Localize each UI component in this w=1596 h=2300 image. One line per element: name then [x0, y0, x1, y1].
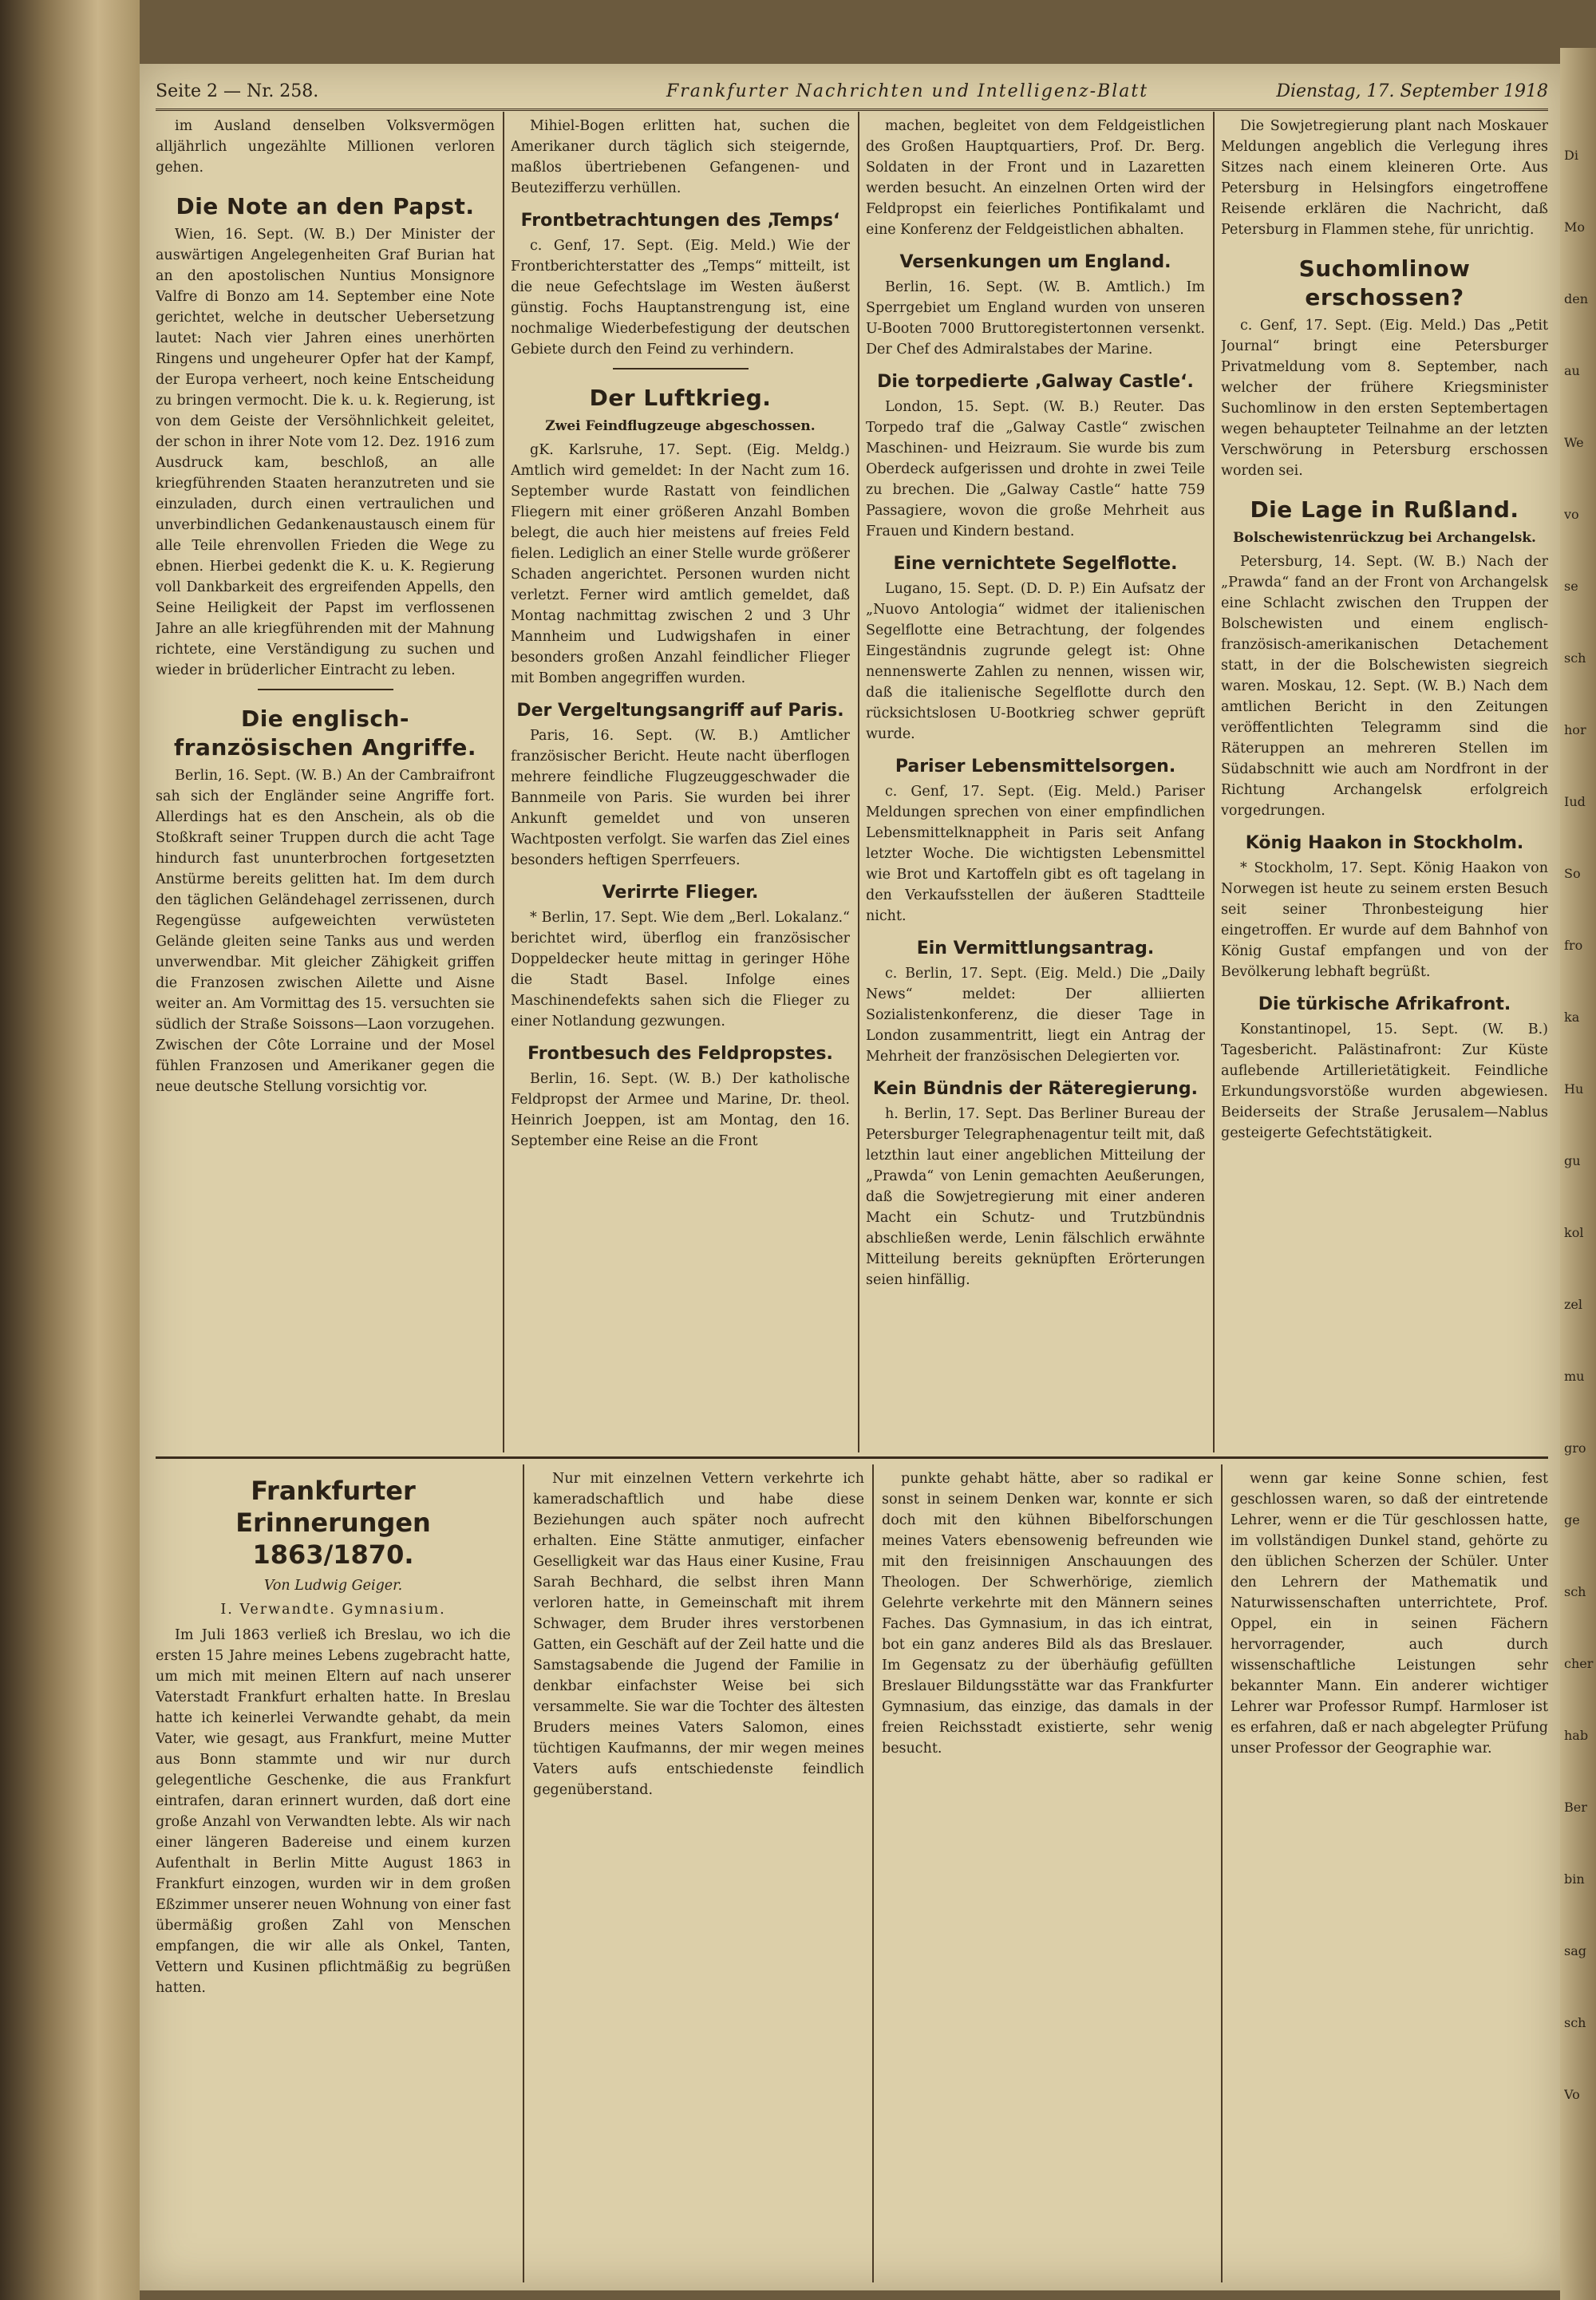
- feuilleton-column-4: [1231, 1468, 1548, 2282]
- article-sinkings-england: Berlin, 16. Sept. (W. B. Amtlich.) Im Sperrgebiet um England wurden von unseren U-Booten 7000 Bruttoregistertonnen versenkt. Der Chef des Admiralstabes der Marine.: [866, 279, 1205, 358]
- separator: [258, 689, 393, 690]
- column-rule: [523, 1464, 524, 2282]
- adjacent-page-word: Mo: [1564, 219, 1586, 235]
- adjacent-page-word: sch: [1564, 650, 1586, 666]
- article-sail-fleet: Lugano, 15. Sept. (D. D. P.) Ein Aufsatz der „Nuovo Antologia“ widmet der italienischen Segelflotte eine Betrachtung, der folgendes Eingeständnis zugrunde gelegt ist: Ohne nennenswerte Zahlen zu nennen, wissen wir, daß die italienische Segelflotte durch den rücksichtslosen U-Bootkrieg schwer geprüft wurde.: [866, 581, 1205, 742]
- article-mediation: c. Berlin, 17. Sept. (Eig. Meld.) Die „Daily News“ meldet: Der alliierten Sozialistenkonferenz, die dieser Tage in London zusammentritt, liegt ein Antrag der Mehrheit der französischen Delegierten vor.: [866, 966, 1205, 1065]
- article-haakon: * Stockholm, 17. Sept. König Haakon von Norwegen ist heute zu seinem ersten Besuch seit seiner Thronbesteigung hier eingetroffen. Er wurde auf dem Bahnhof von König Gustaf empfangen und von der Bevölkerung lebhaft begrüßt.: [1221, 860, 1548, 980]
- issue-date: Dienstag, 17. September 1918: [1276, 81, 1548, 101]
- feuilleton-title: Frankfurter Erinnerungen 1863/1870.: [235, 1476, 431, 1570]
- subheadline-russia: Bolschewistenrückzug bei Archangelsk.: [1233, 530, 1536, 546]
- adjacent-page-word: hab: [1564, 1728, 1589, 1743]
- adjacent-page-word: So: [1564, 866, 1581, 881]
- headline-suchomlinow: Suchomlinow erschossen?: [1298, 255, 1471, 310]
- article-temps: c. Genf, 17. Sept. (Eig. Meld.) Wie der Frontberichterstatter des „Temps“ mitteilt, ist die neue Gefechtslage im Westen äußerst günstig. Fochs Hauptanstrengung ist, eine nochmalige Wiederbefestigung der deutschen Gebiete durch den Feind zu verhindern.: [511, 238, 850, 358]
- column-rule: [1221, 1464, 1223, 2282]
- feuilleton-text-4: wenn gar keine Sonne schien, fest geschlossen waren, so daß der eintretende Lehrer, wenn er die Tür geschlossen hatte, im vollständigen Dunkel stand, gehörte zu den üblichen Scherzen der Schüler. Unter den Lehrern der Mathematik und Naturwissenschaften unterrichtete, Prof. Oppel, ein in seinen Fächern hervorragender, auch durch wissenschaftliche Leistungen sehr bekannter Mann. Ein anderer wichtiger Lehrer war Professor Rumpf. Harmloser ist es erfahren, daß er nach abgelegter Prüfung unser Professor der Geographie war.: [1231, 1471, 1548, 1757]
- headline-lost-flyers: Verirrte Flieger.: [602, 883, 759, 903]
- article-english-french-attacks: Berlin, 16. Sept. (W. B.) An der Cambraifront sah sich der Engländer seine Angriffe fort. Allerdings hat es den Anschein, als ob die Stoßkraft seiner Truppen durch die acht Tage hindurch fast ununterbrochen fortgesetzten Anstürme bereits gelitten hat. Im dem durch den täglichen Geländehagel zerrissenen, durch Regengüsse aufgeweichten verwüsteten Gelände gleiten seine Tanks aus und werden unverwendbar. Mit gleicher Zähigkeit griffen die Franzosen zwischen Ailette und Aisne weiter an. Am Vormittag des 15. versuchten sie südlich der Straße Soissons—Laon vorzugehen. Zwischen der Côte Lorraine und der Mosel fühlen Franzosen und Amerikaner gegen die neue deutsche Stellung vorsichtig vor.: [156, 768, 495, 1095]
- article-suchomlinow: c. Genf, 17. Sept. (Eig. Meld.) Das „Petit Journal“ bringt eine Petersburger Privatmeldung vom 8. September, nach welcher der frühere Kriegsminister Suchomlinow in den ersten Septembertagen wegen behaupteter Teilnahme an der letzten Verschwörung in Petersburg erschossen worden sei.: [1221, 318, 1548, 479]
- adjacent-page-word: kol: [1564, 1225, 1584, 1240]
- article-field-provost: Berlin, 16. Sept. (W. B.) Der katholische Feldpropst der Armee und Marine, Dr. theol. Heinrich Joeppen, ist am Montag, den 16. September eine Reise an die Front: [511, 1071, 850, 1149]
- adjacent-page-word: sag: [1564, 1943, 1586, 1958]
- adjacent-page-word: ka: [1564, 1010, 1580, 1025]
- headline-field-provost: Frontbesuch des Feldpropstes.: [527, 1044, 833, 1064]
- adjacent-page-word: se: [1564, 579, 1578, 594]
- adjacent-page-word: cher: [1564, 1656, 1594, 1671]
- page-header: [156, 77, 1548, 111]
- adjacent-page-word: bin: [1564, 1871, 1585, 1887]
- adjacent-page-word: gro: [1564, 1440, 1586, 1456]
- feuilleton-text-2: Nur mit einzelnen Vettern verkehrte ich kameradschaftlich und habe diese Beziehungen auch später noch aufrecht erhalten. Eine Stätte anmutiger, einfacher Geselligkeit war das Haus einer Kusine, Frau Sarah Bechhard, die selbst ihren Mann verloren hatte, in Gemeinschaft mit ihrem Schwager, dem Bruder ihres verstorbenen Gatten, ein Geschäft auf der Zeil hatte und die Samstagsabende die Jugend der Familie in denkbar einfachster Weise bei sich versammelte. Sie war die Tochter des ältesten Bruders meines Vaters Salomon, eines tüchtigen Kaufmanns, der mir wegen meines Vaters aufs entschiedenste feindlich gegenüberstand.: [533, 1471, 864, 1798]
- adjacent-page-word: gu: [1564, 1153, 1581, 1168]
- col4-intro: Die Sowjetregierung plant nach Moskauer Meldungen angeblich die Verlegung ihres Sitzes nach einem kleineren Orte. Aus Petersburg in Helsingfors eingetroffene Reisende erklären die Nachricht, daß Petersburg in Flammen stehe, für unrichtig.: [1221, 118, 1548, 238]
- column-4: [1221, 116, 1548, 1448]
- adjacent-page-word: hor: [1564, 722, 1586, 737]
- column-3: [866, 116, 1205, 1448]
- feuilleton-author: Von Ludwig Geiger.: [263, 1578, 403, 1594]
- headline-paris-food: Pariser Lebensmittelsorgen.: [895, 757, 1176, 777]
- article-note-to-pope: Wien, 16. Sept. (W. B.) Der Minister der auswärtigen Angelegenheiten Graf Burian hat an den apostolischen Nuntius Monsignore Valfre di Bonzo am 14. September eine Note gerichtet, welche in deutscher Uebersetzung lautet: Nach vier Jahren eines unerhörten Ringens und ungeheurer Opfer hat der Kampf, der Europa verheert, noch keine Entscheidung zu bringen vermocht. Die k. u. k. Regierung, ist von dem Geiste der Versöhnlichkeit geleitet, der schon in ihrer Note vom 12. Dez. 1916 zum Ausdruck kam, beschloß, an alle kriegführenden Staaten heranzutreten und sie einzuladen, durch einen vertraulichen und unverbindlichen Gedankenaustausch einem für alle Teile ehrenvollen Frieden die Wege zu ebnen. Hierbei gedenkt die K. u. K. Regierung voll Dankbarkeit des ergreifenden Appells, den Seine Heiligkeit der Papst im verflossenen Jahre an alle kriegführenden mit der Mahnung richtete, eine Verständigung zu suchen und wieder in brüderlicher Eintracht zu leben.: [156, 227, 495, 678]
- page-number: Seite 2 — Nr. 258.: [156, 81, 319, 101]
- column-1: [156, 116, 495, 1448]
- newspaper-masthead: Frankfurter Nachrichten und Intelligenz-Blatt: [666, 81, 1149, 101]
- adjacent-page-word: den: [1564, 291, 1589, 306]
- adjacent-page-word: Di: [1564, 148, 1578, 163]
- article-lost-flyers: * Berlin, 17. Sept. Wie dem „Berl. Lokalanz.“ berichtet wird, überflog ein französischer Doppeldecker heute mittag in geringer Höhe die Stadt Basel. Infolge eines Maschinendefekts sahen sich die Flieger zu einer Notlandung gezwungen.: [511, 910, 850, 1029]
- feuilleton-chapter: I. Verwandte. Gymnasium.: [220, 1602, 446, 1618]
- adjacent-page-word: fro: [1564, 938, 1583, 953]
- headline-russia: Die Lage in Rußland.: [1250, 496, 1519, 523]
- column-rule: [1213, 112, 1215, 1452]
- adjacent-page-word: mu: [1564, 1369, 1585, 1384]
- headline-sail-fleet: Eine vernichtete Segelflotte.: [893, 554, 1178, 574]
- headline-english-french-attacks: Die englisch-französischen Angriffe.: [173, 705, 477, 761]
- headline-turkish-front: Die türkische Afrikafront.: [1258, 994, 1511, 1014]
- adjacent-page-fragment: [1564, 120, 1594, 2131]
- feuilleton-column-1: [156, 1468, 511, 2282]
- subheadline-air-war: Zwei Feindflugzeuge abgeschossen.: [545, 418, 816, 434]
- article-paris-food: c. Genf, 17. Sept. (Eig. Meld.) Pariser Meldungen sprechen von einer empfindlichen Lebensmittelknappheit in Paris seit Anfang letzter Woche. Die wichtigsten Lebensmittel wie Brot und Kartoffeln gibt es oft tagelang in den Verkaufsstellen der äußeren Stadtteile nicht.: [866, 784, 1205, 924]
- headline-note-to-pope: Die Note an den Papst.: [176, 193, 475, 219]
- column-rule: [858, 112, 859, 1452]
- book-binding-edge: [0, 0, 140, 2300]
- feuilleton-text-1: Im Juli 1863 verließ ich Breslau, wo ich die ersten 15 Jahre meines Lebens zugebracht hatte, um mich mit meinen Eltern auf nach unserer Vaterstadt Frankfurt erhalten hatte. In Breslau hatte ich keinerlei Verwandte gehabt, da mein Vater, wie gesagt, aus Frankfurt, meine Mutter aus Bonn stammte und wir nur durch gelegentliche Geschenke, die aus Frankfurt eintrafen, daran erinnert wurden, daß dort eine große Anzahl von Verwandten lebte. Als wir nach einer längeren Badereise und einem kurzen Aufenthalt in Berlin Mitte August 1863 in Frankfurt einzogen, wurden wir in dem großen Eßzimmer unserer neuen Wohnung von einer fast übermäßig großen Zahl von Menschen empfangen, die wir alle als Onkel, Tanten, Vettern und Kusinen pflichtmäßig zu begrüßen hatten.: [156, 1627, 511, 1996]
- adjacent-page-word: sch: [1564, 2015, 1586, 2030]
- adjacent-page-word: ge: [1564, 1512, 1580, 1527]
- article-galway-castle: London, 15. Sept. (W. B.) Reuter. Das Torpedo traf die „Galway Castle“ zwischen Maschinen- und Heizraum. Sie wurde bis zum Oberdeck aufgerissen und drohte in zwei Teile zu brechen. Die „Galway Castle“ hatte 759 Passagiere, wovon die große Mehrheit aus Frauen und Kindern bestand.: [866, 399, 1205, 539]
- adjacent-page-word: Iud: [1564, 794, 1586, 809]
- col1-intro: im Ausland denselben Volksvermögen alljährlich ungezählte Millionen verloren gehen.: [156, 118, 495, 176]
- adjacent-page-word: zel: [1564, 1297, 1583, 1312]
- headline-temps: Frontbetrachtungen des ‚Temps‘: [520, 211, 840, 231]
- headline-no-alliance: Kein Bündnis der Räteregierung.: [873, 1079, 1198, 1099]
- column-rule: [872, 1464, 874, 2282]
- headline-air-war: Der Luftkrieg.: [589, 385, 772, 411]
- headline-galway-castle: Die torpedierte ‚Galway Castle‘.: [877, 372, 1194, 392]
- adjacent-page-word: Hu: [1564, 1081, 1584, 1097]
- adjacent-page-word: Ber: [1564, 1800, 1587, 1815]
- feuilleton-column-2: [533, 1468, 864, 2282]
- column-2: [511, 116, 850, 1448]
- article-turkish-front: Konstantinopel, 15. Sept. (W. B.) Tagesbericht. Palästinafront: Zur Küste auflebende Artillerietätigkeit. Feindliche Erkundungsvorstöße wurden abgewiesen. Beiderseits der Straße Jerusalem—Nablus gesteigerte Gefechtstätigkeit.: [1221, 1022, 1548, 1141]
- feuilleton-divider: [156, 1456, 1548, 1459]
- column-rule: [503, 112, 504, 1452]
- adjacent-page-word: We: [1564, 435, 1584, 450]
- adjacent-page-word: sch: [1564, 1584, 1586, 1599]
- adjacent-page-word: au: [1564, 363, 1580, 378]
- headline-sinkings-england: Versenkungen um England.: [899, 252, 1171, 272]
- headline-paris-attack: Der Vergeltungsangriff auf Paris.: [516, 701, 844, 721]
- adjacent-page-word: Vo: [1564, 2087, 1580, 2102]
- feuilleton-column-3: [882, 1468, 1213, 2282]
- headline-haakon: König Haakon in Stockholm.: [1245, 833, 1524, 853]
- adjacent-page-word: vo: [1564, 507, 1579, 522]
- col2-intro: Mihiel-Bogen erlitten hat, suchen die Amerikaner durch täglich sich steigernde, maßlos übertriebenen Gefangenen- und Beutezifferzu verhüllen.: [511, 118, 850, 196]
- article-russia: Petersburg, 14. Sept. (W. B.) Nach der „Prawda“ fand an der Front von Archangelsk eine Schlacht zwischen den Truppen der Bolschewisten und einem englisch-französisch-amerikanischen Detachement statt, in der die Bolschewisten siegreich waren. Moskau, 12. Sept. (W. B.) Nach dem amtlichen Bericht in den Zeitungen veröffentlichten Telegramm sind die Räteruppen an mehreren Stellen im Südabschnitt wie auch am Nordfront in der Richtung Archangelsk erfolgreich vorgedrungen.: [1221, 554, 1548, 819]
- headline-mediation: Ein Vermittlungsantrag.: [916, 939, 1155, 958]
- col3-intro: machen, begleitet von dem Feldgeistlichen des Großen Hauptquartiers, Prof. Dr. Berg. Soldaten in der Front und in Lazaretten werden besucht. An einzelnen Orten wird der Feldpropst ein feierliches Pontifikalamt und eine Konferenz der Feldgeistlichen abhalten.: [866, 118, 1205, 238]
- article-air-war: gK. Karlsruhe, 17. Sept. (Eig. Meldg.) Amtlich wird gemeldet: In der Nacht zum 16. September wurde Rastatt von feindlichen Fliegern mit einer größeren Anzahl Bomben belegt, die auch hier meistens auf freies Feld fielen. Lediglich an einer Stelle wurde größerer Schaden angerichtet. Personen wurden nicht verletzt. Ferner wird amtlich gemeldet, daß Montag nachmittag zwischen 2 und 3 Uhr Mannheim und Ludwigshafen in einer besonders großen Anzahl feindlicher Flieger mit Bomben angegriffen wurden.: [511, 442, 850, 686]
- article-paris-attack: Paris, 16. Sept. (W. B.) Amtlicher französischer Bericht. Heute nacht überflogen mehrere feindliche Flugzeuggeschwader die Bannmeile von Paris. Sie wurden bei ihrer Ankunft gemeldet und von unseren Wachtposten verfolgt. Sie warfen das Ziel eines besonders heftigen Sperrfeuers.: [511, 728, 850, 868]
- feuilleton-text-3: punkte gehabt hätte, aber so radikal er sonst in seinem Denken war, konnte er sich doch mit den kühnen Bibelforschungen meines Vaters ebensowenig befreunden wie mit den freisinnigen Anschauungen des Theologen. Der Schwerhörige, ziemlich Gelehrte verkehrte mit den Männern seines Faches. Das Gymnasium, in das ich eintrat, bot ein ganz anderes Bild als das Breslauer. Im Gegensatz zu der überhäufig gefüllten Breslauer Bildungsstätte war das Frankfurter Gymnasium, das einzige, das damals in der freien Reichsstadt existierte, sehr wenig besucht.: [882, 1471, 1213, 1757]
- separator: [613, 368, 749, 370]
- article-no-alliance: h. Berlin, 17. Sept. Das Berliner Bureau der Petersburger Telegraphenagentur teilt mit, daß letzthin laut einer angeblichen Mitteilung der „Prawda“ von Lenin gemachten Aeußerungen, daß die Sowjetregierung mit einer anderen Macht ein Schutz- und Trutzbündnis abschließen werde, Lenin fälschlich erwähnte Mitteilung bereits geknüpften Erörterungen seien hinfällig.: [866, 1106, 1205, 1288]
